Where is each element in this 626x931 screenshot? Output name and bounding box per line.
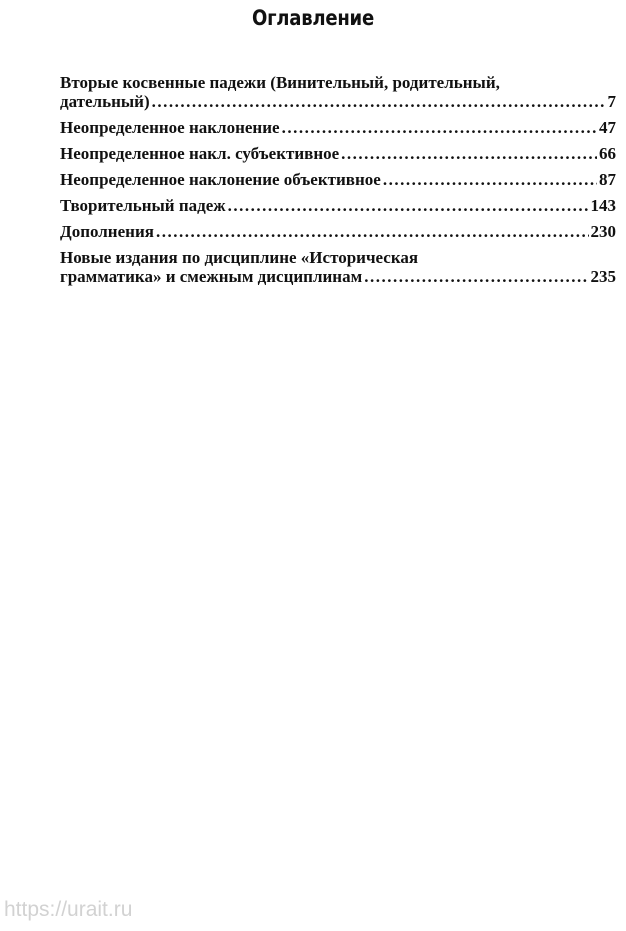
toc-entry-1[interactable] xyxy=(60,73,616,111)
toc-page-number: 47 xyxy=(599,118,616,137)
toc-entry-6[interactable] xyxy=(60,222,616,241)
dot-leader xyxy=(383,170,597,189)
toc-entry-7[interactable] xyxy=(60,248,616,286)
dot-leader xyxy=(282,118,597,137)
toc-page-number: 87 xyxy=(599,170,616,189)
toc-entry-text: Неопределенное наклонение xyxy=(60,118,280,137)
table-of-contents xyxy=(60,73,616,293)
dot-leader xyxy=(341,144,597,163)
toc-page-number: 235 xyxy=(590,267,616,286)
toc-entry-text: грамматика» и смежным дисциплинам xyxy=(60,267,363,286)
dot-leader xyxy=(228,196,589,215)
dot-leader xyxy=(364,267,588,286)
toc-entry-text: Творительный падеж xyxy=(60,196,226,215)
toc-page-number: 66 xyxy=(599,144,616,163)
toc-page-number: 230 xyxy=(590,222,616,241)
page-title: Оглавление xyxy=(252,6,374,30)
toc-entry-4[interactable] xyxy=(60,170,616,189)
toc-entry-text: Дополнения xyxy=(60,222,154,241)
dot-leader xyxy=(156,222,589,241)
toc-entry-text: Неопределенное наклонение объективное xyxy=(60,170,381,189)
toc-entry-text: дательный) xyxy=(60,92,150,111)
dot-leader xyxy=(152,92,606,111)
toc-page-number: 143 xyxy=(590,196,616,215)
toc-entry-3[interactable] xyxy=(60,144,616,163)
toc-page-number: 7 xyxy=(607,92,616,111)
toc-entry-first-line: Новые издания по дисциплине «Историческая xyxy=(60,248,419,267)
toc-entry-first-line: Вторые косвенные падежи (Винительный, родительный, xyxy=(60,73,500,92)
watermark-url: https://urait.ru xyxy=(4,898,133,921)
toc-entry-text: Неопределенное накл. субъективное xyxy=(60,144,340,163)
toc-entry-2[interactable] xyxy=(60,118,616,137)
toc-entry-5[interactable] xyxy=(60,196,616,215)
